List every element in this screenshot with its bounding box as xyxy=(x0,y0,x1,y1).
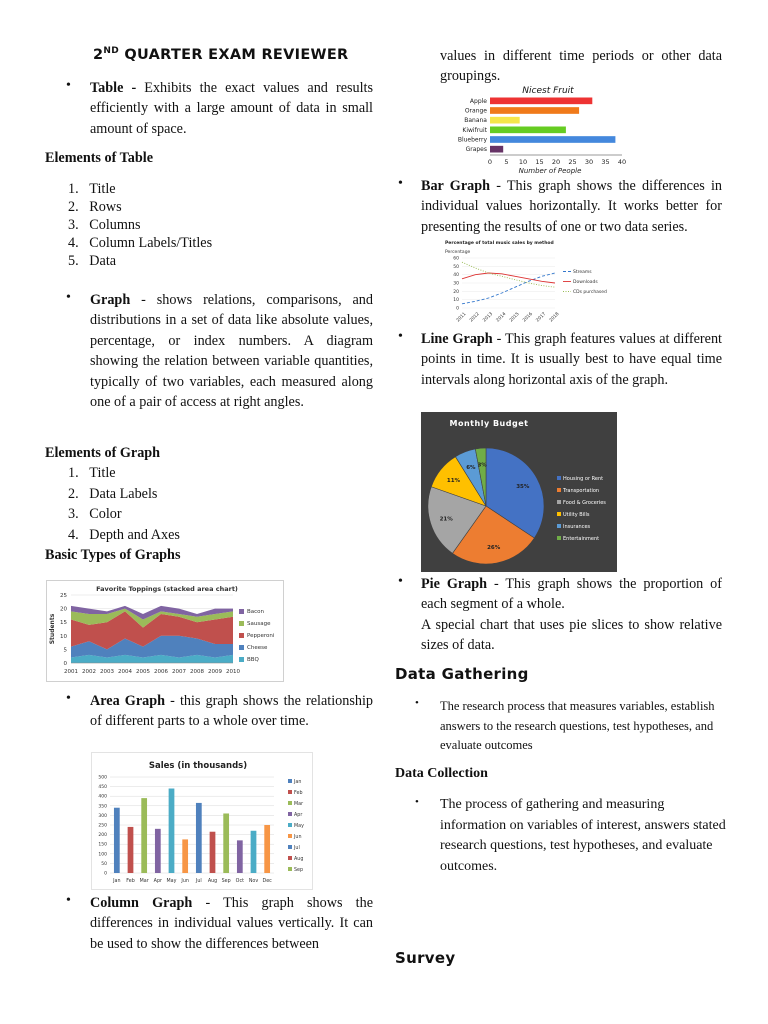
tick-label: 350 xyxy=(98,804,107,810)
bar xyxy=(237,840,243,873)
legend-label: Pepperoni xyxy=(247,633,275,639)
bar xyxy=(169,789,175,873)
bar xyxy=(210,832,216,873)
tick-label: 50 xyxy=(453,264,459,270)
legend-label: Entertainment xyxy=(563,536,600,542)
data-collection-heading: Data Collection xyxy=(395,766,488,781)
tick-label: Feb xyxy=(126,879,135,884)
bar xyxy=(196,803,202,873)
axis-label: Number of People xyxy=(518,167,582,175)
list-item: 3. Columns xyxy=(68,217,141,233)
chart-title: Sales (in thousands) xyxy=(148,761,248,771)
area-chart xyxy=(46,580,284,682)
legend-swatch xyxy=(557,536,561,540)
pie-graph-definition: Pie Graph - This graph shows the proportion of each segment of a whole. A special chart that uses pie slices to show relative sizes of data. xyxy=(421,576,723,654)
pie-chart xyxy=(421,412,617,572)
tick-label: 20 xyxy=(551,158,561,166)
data-label: 11% xyxy=(446,477,461,484)
bullet-dot: • xyxy=(415,796,419,808)
tick-label: 2018 xyxy=(548,311,561,323)
legend-swatch xyxy=(288,812,292,816)
data-collection-text: The process of gathering and measuring information on variables of interest, answers stated research questions, test hypotheses, and evaluate outcomes. xyxy=(440,797,726,874)
tick-label: 40 xyxy=(617,158,627,166)
bar xyxy=(141,798,147,873)
tick-label: 300 xyxy=(98,813,107,819)
tick-label: 500 xyxy=(98,775,107,781)
legend-label: Transportation xyxy=(563,488,600,494)
bar xyxy=(490,136,615,143)
bar xyxy=(155,829,161,873)
tick-label: 20 xyxy=(453,289,459,295)
legend-label: Cheese xyxy=(247,645,268,651)
tick-label: 15 xyxy=(60,620,67,627)
legend-label: CDs purchased xyxy=(573,290,607,295)
legend-label: Sausage xyxy=(247,621,271,627)
elements-of-graph-list xyxy=(68,463,180,545)
tick-label: 2008 xyxy=(190,669,204,675)
elements-of-graph-heading: Elements of Graph xyxy=(45,445,161,461)
tick-label: 0 xyxy=(487,158,493,166)
bullet-dot: • xyxy=(398,176,403,191)
bar-chart xyxy=(438,84,638,176)
legend-swatch xyxy=(239,657,244,662)
bullet-dot: • xyxy=(415,697,419,709)
legend-swatch xyxy=(288,845,292,849)
list-item: 1. Title xyxy=(68,465,116,481)
tick-label: 2012 xyxy=(469,311,481,323)
list-item: 2. Rows xyxy=(68,199,122,215)
bar xyxy=(490,107,579,114)
bar xyxy=(223,813,229,873)
bar xyxy=(490,117,520,124)
column-graph-continued: values in different time periods or other data groupings. xyxy=(440,48,722,85)
legend-label: Aug xyxy=(294,857,304,862)
legend-swatch xyxy=(557,524,561,528)
tick-label: Jan xyxy=(113,879,121,884)
legend-swatch xyxy=(288,856,292,860)
tick-label: 2014 xyxy=(495,311,508,323)
legend-swatch xyxy=(288,823,292,827)
list-item: 4. Depth and Axes xyxy=(68,526,180,543)
tick-label: 200 xyxy=(98,833,107,839)
tick-label: 10 xyxy=(453,298,459,304)
legend-label: Jan xyxy=(294,780,302,785)
bullet-dot: • xyxy=(398,574,403,589)
list-item: 4. Column Labels/Titles xyxy=(68,235,213,251)
tick-label: Sep xyxy=(221,879,231,884)
tick-label: 450 xyxy=(98,785,107,791)
tick-label: Orange xyxy=(464,107,487,115)
legend-swatch xyxy=(557,500,561,504)
tick-label: 400 xyxy=(98,794,107,800)
legend-label: Sep xyxy=(294,868,304,873)
tick-label: May xyxy=(166,879,177,884)
tick-label: 2001 xyxy=(64,669,78,675)
data-label: 3% xyxy=(477,462,487,469)
bar xyxy=(490,146,503,153)
list-item: 5. Data xyxy=(68,253,117,269)
tick-label: 2013 xyxy=(482,311,495,323)
tick-label: 60 xyxy=(453,256,459,262)
legend-label: Bacon xyxy=(247,609,265,615)
pie-chart-svg xyxy=(421,412,617,572)
tick-label: 2005 xyxy=(136,669,150,675)
tick-label: 0 xyxy=(456,306,459,312)
tick-label: Banana xyxy=(464,117,487,125)
data-label: 6% xyxy=(466,465,476,472)
legend-swatch xyxy=(557,512,561,516)
tick-label: Apple xyxy=(469,97,487,105)
elements-of-table-list xyxy=(68,180,212,270)
legend-swatch xyxy=(239,621,244,626)
tick-label: 40 xyxy=(453,273,459,279)
bar xyxy=(114,808,120,873)
tick-label: 5 xyxy=(504,158,509,166)
table-definition: Table - Exhibits the exact values and results efficiently with a large amount of data in small amount of space. xyxy=(90,80,374,137)
tick-label: 35 xyxy=(601,158,610,166)
tick-label: 2010 xyxy=(226,669,240,675)
line-chart xyxy=(440,238,610,323)
area-graph-definition: Area Graph - this graph shows the relationship of different parts to a whole over time. xyxy=(90,693,373,730)
tick-label: 0 xyxy=(63,661,67,667)
chart-title: Monthly Budget xyxy=(449,419,529,428)
bar xyxy=(490,98,592,105)
tick-label: 50 xyxy=(101,861,107,867)
tick-label: Kiwifruit xyxy=(462,126,487,134)
chart-title: Nicest Fruit xyxy=(522,86,574,96)
column-graph-definition: Column Graph - This graph shows the differences in individual values vertically. It can be used to show the differences between xyxy=(90,895,374,952)
tick-label: 2004 xyxy=(118,669,132,675)
tick-label: Nov xyxy=(248,879,259,884)
legend-label: Downloads xyxy=(573,280,598,285)
area-chart-svg xyxy=(47,581,283,681)
survey-heading: Survey xyxy=(395,949,456,967)
legend-label: Apr xyxy=(294,813,303,818)
tick-label: 0 xyxy=(104,871,107,877)
data-gathering-text: The research process that measures variables, establish answers to the research questions, test hypotheses, and evaluate outcomes xyxy=(440,699,715,752)
tick-label: 25 xyxy=(568,158,577,166)
tick-label: Grapes xyxy=(465,146,487,154)
axis-label: Students xyxy=(49,613,56,645)
tick-label: 5 xyxy=(63,647,67,654)
tick-label: Dec xyxy=(262,879,272,884)
data-label: 35% xyxy=(516,484,530,491)
tick-label: 10 xyxy=(60,633,67,640)
tick-label: 30 xyxy=(453,281,459,287)
data-label: 26% xyxy=(487,545,501,552)
column-chart-svg xyxy=(92,753,312,889)
legend-label: Jul xyxy=(294,846,300,851)
tick-label: 20 xyxy=(60,606,67,613)
tick-label: 2016 xyxy=(522,311,534,323)
tick-label: 100 xyxy=(98,852,107,858)
list-item: 2. Data Labels xyxy=(68,485,158,502)
legend-label: Food & Groceries xyxy=(563,500,606,506)
data-gathering-heading: Data Gathering xyxy=(395,665,529,683)
bar-graph-definition: Bar Graph - This graph shows the differences in individual values horizontally. It works better for presenting the results of one or two data series. xyxy=(421,178,723,235)
legend-swatch xyxy=(288,801,292,805)
tick-label: Apr xyxy=(153,879,162,884)
bullet-dot: • xyxy=(66,290,71,305)
line-graph-definition: Line Graph - This graph features values at different points in time. It is usually best to have equal time intervals along horizontal axis of the graph. xyxy=(421,331,722,388)
legend-swatch xyxy=(288,834,292,838)
elements-of-table-heading: Elements of Table xyxy=(45,150,153,166)
chart-title: Favorite Toppings (stacked area chart) xyxy=(96,585,238,593)
bar xyxy=(251,831,257,873)
line-series xyxy=(462,273,555,304)
legend-swatch xyxy=(288,779,292,783)
legend-swatch xyxy=(557,488,561,492)
legend-label: BBQ xyxy=(247,657,259,663)
legend-label: Streams xyxy=(573,270,592,275)
legend-swatch xyxy=(239,645,244,650)
tick-label: 250 xyxy=(98,823,107,829)
legend-label: Housing or Rent xyxy=(563,476,604,482)
legend-swatch xyxy=(239,609,244,614)
bullet-dot: • xyxy=(66,78,71,93)
data-label: 21% xyxy=(439,516,453,523)
page-title: 2ND QUARTER EXAM REVIEWER xyxy=(93,46,349,63)
tick-label: 2015 xyxy=(508,311,521,323)
legend-label: May xyxy=(294,824,304,829)
axis-label: Percentage xyxy=(445,250,471,255)
tick-label: Jul xyxy=(195,879,202,884)
line-chart-svg xyxy=(440,238,610,323)
legend-label: Insurances xyxy=(563,524,591,530)
legend-swatch xyxy=(288,867,292,871)
tick-label: 2017 xyxy=(535,311,548,323)
bullet-dot: • xyxy=(66,893,71,908)
legend-label: Jun xyxy=(294,835,302,840)
tick-label: 150 xyxy=(98,842,107,848)
bar xyxy=(182,839,188,873)
tick-label: 15 xyxy=(535,158,544,166)
bullet-dot: • xyxy=(398,329,403,344)
column-chart xyxy=(91,752,313,890)
tick-label: 2007 xyxy=(172,669,186,675)
bar xyxy=(264,825,270,873)
bar-chart-svg xyxy=(438,84,638,176)
bar xyxy=(490,127,566,134)
basic-types-heading: Basic Types of Graphs xyxy=(45,547,181,563)
tick-label: Blueberry xyxy=(457,136,487,144)
bullet-dot: • xyxy=(66,691,71,706)
graph-definition: Graph - shows relations, comparisons, and distributions in a set of data like absolute values, percentage, or index numbers. A diagram showing the relation between variable quantities, typically of two variables, each measured along one of a pair of access at right angles. xyxy=(90,292,373,411)
list-item: 1. Title xyxy=(68,181,116,197)
legend-label: Mar xyxy=(294,802,304,807)
tick-label: 25 xyxy=(60,593,67,599)
tick-label: 2003 xyxy=(100,669,114,675)
tick-label: 30 xyxy=(584,158,594,166)
tick-label: 2002 xyxy=(82,669,96,675)
legend-swatch xyxy=(288,790,292,794)
tick-label: 2011 xyxy=(455,311,468,323)
legend-label: Feb xyxy=(294,791,303,796)
legend-label: Utility Bills xyxy=(563,512,590,518)
tick-label: Jun xyxy=(181,879,189,884)
legend-swatch xyxy=(239,633,244,638)
tick-label: 2009 xyxy=(208,669,222,675)
chart-title: Percentage of total music sales by method xyxy=(445,241,554,246)
list-item: 3. Color xyxy=(68,506,122,522)
tick-label: Aug xyxy=(207,879,218,884)
legend-swatch xyxy=(557,476,561,480)
tick-label: Mar xyxy=(139,879,149,884)
tick-label: 10 xyxy=(518,158,528,166)
bar xyxy=(128,827,134,873)
tick-label: Oct xyxy=(235,879,244,884)
tick-label: 2006 xyxy=(154,669,168,675)
